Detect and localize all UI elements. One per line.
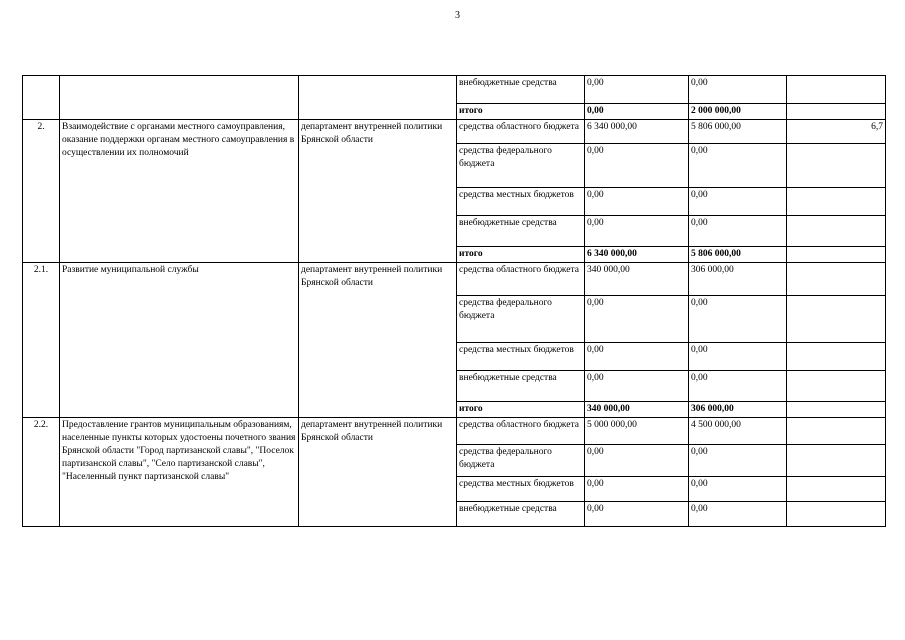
funding-source: средства областного бюджета: [457, 120, 585, 144]
amount-actual: 0,00: [689, 188, 787, 216]
amount-actual: 306 000,00: [689, 263, 787, 296]
percent-value: [787, 502, 886, 527]
item-title: Предоставление грантов муниципальным образованиям, населенные пункты которых удостоены почетного звания Брянской области "Город партизанской славы", "Поселок партизанской славы", "Село партизанской славы", "Населенный пункт партизанской славы": [60, 418, 299, 527]
amount-actual: 0,00: [689, 343, 787, 371]
item-number: 2.: [23, 120, 60, 263]
amount-planned: 0,00: [585, 445, 689, 477]
percent-value: [787, 216, 886, 247]
amount-actual: 0,00: [689, 477, 787, 502]
amount-actual: 2 000 000,00: [689, 104, 787, 120]
responsible-department: департамент внутренней политики Брянской области: [299, 263, 457, 418]
funding-source: внебюджетные средства: [457, 76, 585, 104]
table-row: [23, 263, 886, 296]
percent-value: [787, 296, 886, 343]
responsible-department: [299, 76, 457, 120]
percent-value: [787, 343, 886, 371]
item-title: Развитие муниципальной службы: [60, 263, 299, 418]
percent-value: [787, 247, 886, 263]
percent-value: [787, 477, 886, 502]
table-row: [23, 418, 886, 445]
funding-source: средства местных бюджетов: [457, 188, 585, 216]
responsible-department: департамент внутренней политики Брянской области: [299, 120, 457, 263]
amount-actual: 0,00: [689, 371, 787, 402]
funding-source: средства федерального бюджета: [457, 296, 585, 343]
percent-value: 6,7: [787, 120, 886, 144]
amount-actual: 5 806 000,00: [689, 120, 787, 144]
amount-planned: 5 000 000,00: [585, 418, 689, 445]
percent-value: [787, 371, 886, 402]
funding-source: средства федерального бюджета: [457, 144, 585, 188]
budget-table-body: [23, 76, 886, 527]
funding-source: средства областного бюджета: [457, 263, 585, 296]
amount-planned: 340 000,00: [585, 263, 689, 296]
amount-actual: 0,00: [689, 76, 787, 104]
funding-source: средства областного бюджета: [457, 418, 585, 445]
amount-planned: 0,00: [585, 371, 689, 402]
amount-planned: 0,00: [585, 144, 689, 188]
responsible-department: департамент внутренней политики Брянской области: [299, 418, 457, 527]
amount-actual: 0,00: [689, 445, 787, 477]
table-row: [23, 76, 886, 104]
amount-planned: 0,00: [585, 296, 689, 343]
funding-source: внебюджетные средства: [457, 502, 585, 527]
funding-source: итого: [457, 104, 585, 120]
table-row: [23, 120, 886, 144]
percent-value: [787, 104, 886, 120]
amount-actual: 0,00: [689, 216, 787, 247]
amount-planned: 0,00: [585, 188, 689, 216]
amount-planned: 6 340 000,00: [585, 247, 689, 263]
amount-planned: 340 000,00: [585, 402, 689, 418]
percent-value: [787, 402, 886, 418]
amount-planned: 0,00: [585, 477, 689, 502]
funding-source: итого: [457, 247, 585, 263]
funding-source: внебюджетные средства: [457, 371, 585, 402]
item-title: Взаимодействие с органами местного самоуправления, оказание поддержки органам местного самоуправления в осуществлении их полномочий: [60, 120, 299, 263]
item-number: 2.2.: [23, 418, 60, 527]
percent-value: [787, 76, 886, 104]
percent-value: [787, 263, 886, 296]
amount-actual: 5 806 000,00: [689, 247, 787, 263]
item-number: 2.1.: [23, 263, 60, 418]
amount-actual: 0,00: [689, 144, 787, 188]
budget-table: [22, 75, 886, 527]
funding-source: средства местных бюджетов: [457, 477, 585, 502]
funding-source: средства местных бюджетов: [457, 343, 585, 371]
item-number: [23, 76, 60, 120]
amount-planned: 0,00: [585, 343, 689, 371]
amount-actual: 306 000,00: [689, 402, 787, 418]
amount-actual: 4 500 000,00: [689, 418, 787, 445]
amount-actual: 0,00: [689, 502, 787, 527]
amount-planned: 0,00: [585, 216, 689, 247]
amount-planned: 6 340 000,00: [585, 120, 689, 144]
funding-source: внебюджетные средства: [457, 216, 585, 247]
page-number: 3: [455, 10, 460, 21]
amount-planned: 0,00: [585, 76, 689, 104]
funding-source: средства федерального бюджета: [457, 445, 585, 477]
percent-value: [787, 418, 886, 445]
percent-value: [787, 144, 886, 188]
item-title: [60, 76, 299, 120]
percent-value: [787, 188, 886, 216]
funding-source: итого: [457, 402, 585, 418]
amount-planned: 0,00: [585, 104, 689, 120]
percent-value: [787, 445, 886, 477]
amount-actual: 0,00: [689, 296, 787, 343]
amount-planned: 0,00: [585, 502, 689, 527]
